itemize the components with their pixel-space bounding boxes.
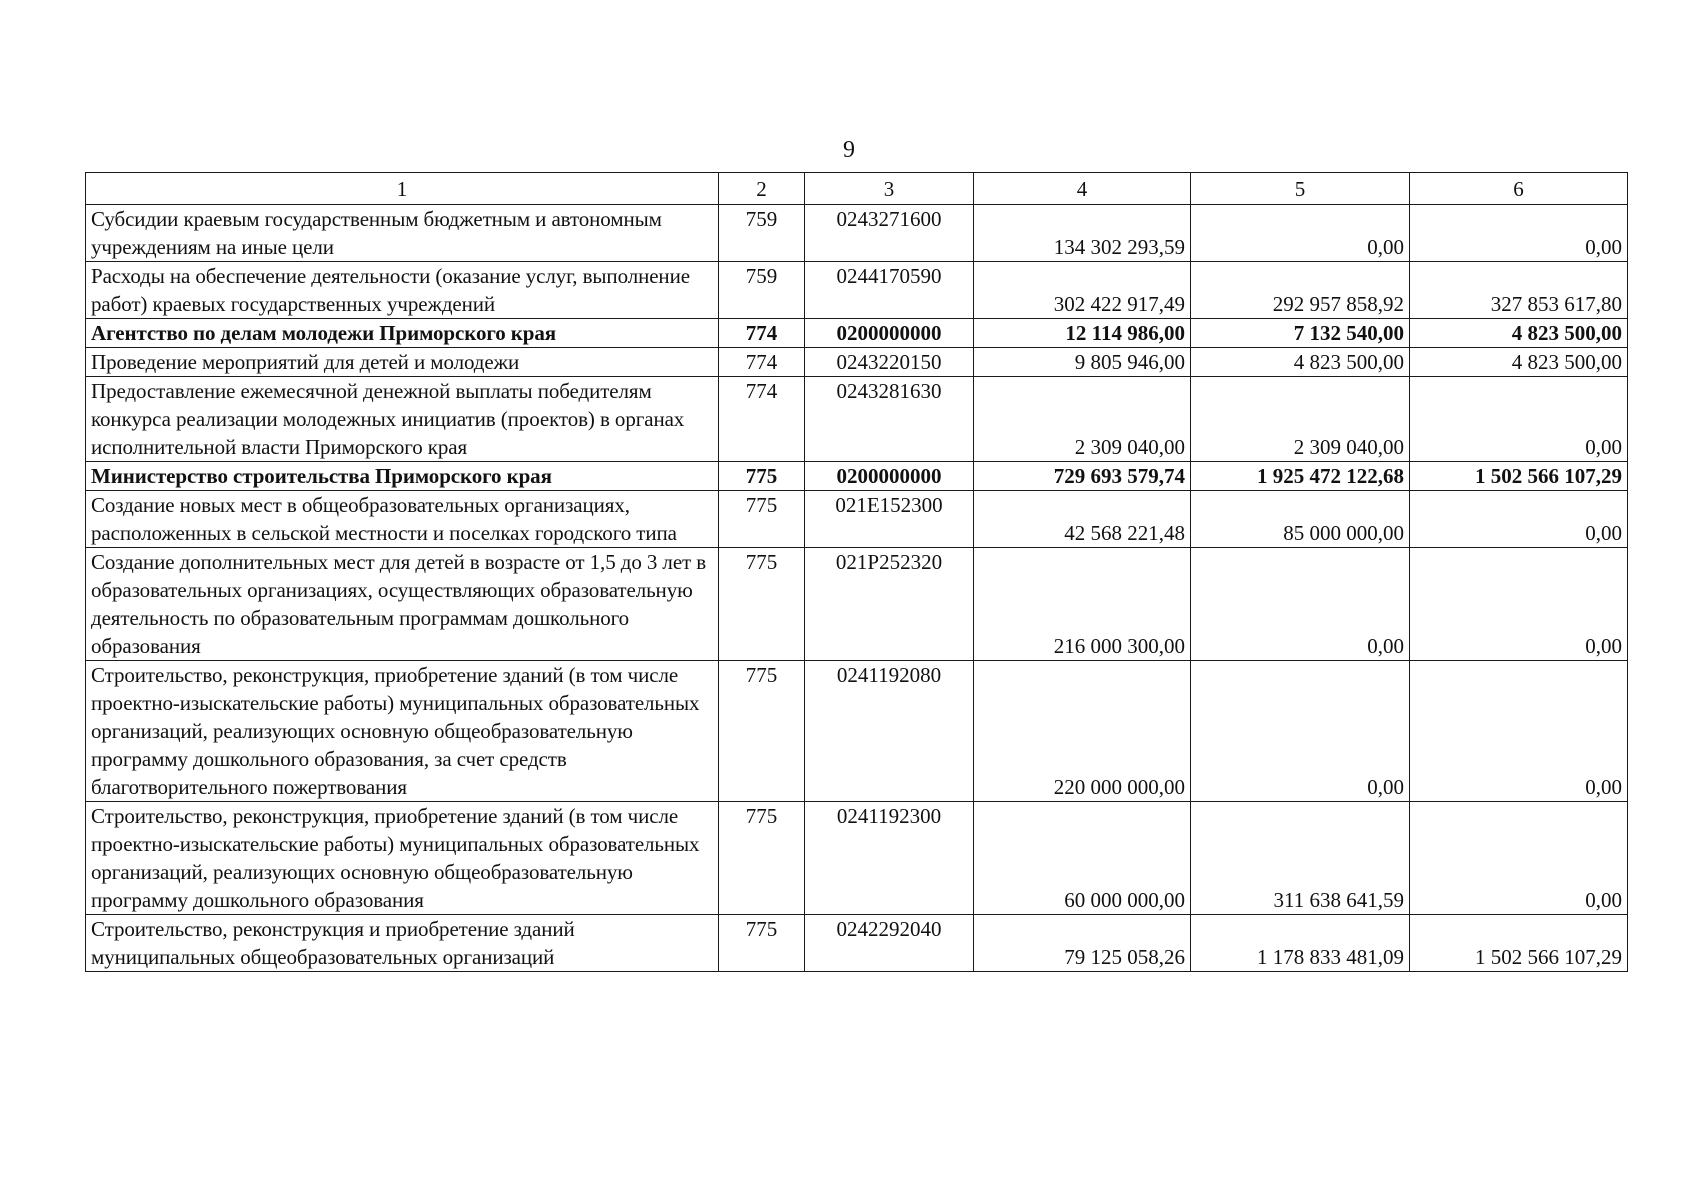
row-name-cell: Строительство, реконструкция, приобретение зданий (в том числе проектно-изыскательские работы) муниципальных образовательных организаций, реализующих основную общеобразовательную программу дошкольного образования, за счет средств благотворительного пожертвования bbox=[86, 661, 719, 802]
table-row bbox=[86, 462, 1628, 491]
ministry-code-cell: 759 bbox=[719, 205, 805, 262]
target-article-cell: 021E152300 bbox=[805, 491, 974, 548]
target-article-cell: 0243271600 bbox=[805, 205, 974, 262]
amount-col6-cell: 0,00 bbox=[1410, 802, 1628, 915]
amount-col5-cell: 0,00 bbox=[1191, 661, 1410, 802]
table-row bbox=[86, 205, 1628, 262]
target-article-cell: 021P252320 bbox=[805, 548, 974, 661]
ministry-code-cell: 775 bbox=[719, 548, 805, 661]
row-name-cell: Строительство, реконструкция, приобретение зданий (в том числе проектно-изыскательские работы) муниципальных образовательных организаций, реализующих основную общеобразовательную программу дошкольного образования bbox=[86, 802, 719, 915]
table-row bbox=[86, 661, 1628, 802]
amount-col5-cell: 0,00 bbox=[1191, 205, 1410, 262]
table-row bbox=[86, 377, 1628, 462]
table-row bbox=[86, 319, 1628, 348]
column-header-3: 3 bbox=[805, 173, 974, 205]
amount-col4-cell: 216 000 300,00 bbox=[974, 548, 1191, 661]
ministry-code-cell: 775 bbox=[719, 661, 805, 802]
amount-col4-cell: 60 000 000,00 bbox=[974, 802, 1191, 915]
budget-table bbox=[85, 172, 1628, 972]
amount-col6-cell: 327 853 617,80 bbox=[1410, 262, 1628, 319]
amount-col5-cell: 0,00 bbox=[1191, 548, 1410, 661]
row-name-cell: Субсидии краевым государственным бюджетным и автономным учреждениям на иные цели bbox=[86, 205, 719, 262]
row-name-cell: Расходы на обеспечение деятельности (оказание услуг, выполнение работ) краевых государственных учреждений bbox=[86, 262, 719, 319]
row-name-cell: Проведение мероприятий для детей и молодежи bbox=[86, 348, 719, 377]
ministry-code-cell: 775 bbox=[719, 462, 805, 491]
ministry-code-cell: 775 bbox=[719, 802, 805, 915]
target-article-cell: 0241192300 bbox=[805, 802, 974, 915]
amount-col4-cell: 2 309 040,00 bbox=[974, 377, 1191, 462]
amount-col4-cell: 9 805 946,00 bbox=[974, 348, 1191, 377]
row-name-cell: Создание дополнительных мест для детей в возрасте от 1,5 до 3 лет в образовательных организациях, осуществляющих образовательную деятельность по образовательным программам дошкольного образования bbox=[86, 548, 719, 661]
amount-col5-cell: 85 000 000,00 bbox=[1191, 491, 1410, 548]
amount-col6-cell: 0,00 bbox=[1410, 548, 1628, 661]
amount-col4-cell: 729 693 579,74 bbox=[974, 462, 1191, 491]
ministry-code-cell: 774 bbox=[719, 377, 805, 462]
column-header-2: 2 bbox=[719, 173, 805, 205]
row-name-cell: Создание новых мест в общеобразовательных организациях, расположенных в сельской местности и поселках городского типа bbox=[86, 491, 719, 548]
amount-col6-cell: 4 823 500,00 bbox=[1410, 348, 1628, 377]
table-row bbox=[86, 548, 1628, 661]
table-row bbox=[86, 491, 1628, 548]
table-row bbox=[86, 802, 1628, 915]
amount-col6-cell: 0,00 bbox=[1410, 661, 1628, 802]
amount-col6-cell: 0,00 bbox=[1410, 491, 1628, 548]
ministry-code-cell: 775 bbox=[719, 491, 805, 548]
amount-col5-cell: 1 925 472 122,68 bbox=[1191, 462, 1410, 491]
target-article-cell: 0243281630 bbox=[805, 377, 974, 462]
table-row bbox=[86, 262, 1628, 319]
amount-col6-cell: 0,00 bbox=[1410, 377, 1628, 462]
amount-col6-cell: 1 502 566 107,29 bbox=[1410, 462, 1628, 491]
amount-col5-cell: 2 309 040,00 bbox=[1191, 377, 1410, 462]
column-header-1: 1 bbox=[86, 173, 719, 205]
ministry-code-cell: 775 bbox=[719, 915, 805, 972]
row-name-cell: Предоставление ежемесячной денежной выплаты победителям конкурса реализации молодежных инициатив (проектов) в органах исполнительной власти Приморского края bbox=[86, 377, 719, 462]
target-article-cell: 0244170590 bbox=[805, 262, 974, 319]
ministry-code-cell: 759 bbox=[719, 262, 805, 319]
ministry-code-cell: 774 bbox=[719, 348, 805, 377]
column-header-5: 5 bbox=[1191, 173, 1410, 205]
amount-col4-cell: 220 000 000,00 bbox=[974, 661, 1191, 802]
amount-col4-cell: 302 422 917,49 bbox=[974, 262, 1191, 319]
amount-col4-cell: 42 568 221,48 bbox=[974, 491, 1191, 548]
target-article-cell: 0243220150 bbox=[805, 348, 974, 377]
row-name-cell: Строительство, реконструкция и приобретение зданий муниципальных общеобразовательных организаций bbox=[86, 915, 719, 972]
table-row bbox=[86, 348, 1628, 377]
column-header-6: 6 bbox=[1410, 173, 1628, 205]
amount-col4-cell: 79 125 058,26 bbox=[974, 915, 1191, 972]
table-row bbox=[86, 915, 1628, 972]
amount-col5-cell: 1 178 833 481,09 bbox=[1191, 915, 1410, 972]
amount-col4-cell: 134 302 293,59 bbox=[974, 205, 1191, 262]
row-name-cell: Агентство по делам молодежи Приморского края bbox=[86, 319, 719, 348]
target-article-cell: 0241192080 bbox=[805, 661, 974, 802]
page-number: 9 bbox=[843, 137, 855, 163]
amount-col5-cell: 4 823 500,00 bbox=[1191, 348, 1410, 377]
amount-col5-cell: 7 132 540,00 bbox=[1191, 319, 1410, 348]
amount-col6-cell: 4 823 500,00 bbox=[1410, 319, 1628, 348]
target-article-cell: 0200000000 bbox=[805, 319, 974, 348]
target-article-cell: 0242292040 bbox=[805, 915, 974, 972]
amount-col4-cell: 12 114 986,00 bbox=[974, 319, 1191, 348]
table-header-row bbox=[86, 173, 1628, 205]
target-article-cell: 0200000000 bbox=[805, 462, 974, 491]
row-name-cell: Министерство строительства Приморского края bbox=[86, 462, 719, 491]
amount-col5-cell: 292 957 858,92 bbox=[1191, 262, 1410, 319]
amount-col6-cell: 1 502 566 107,29 bbox=[1410, 915, 1628, 972]
column-header-4: 4 bbox=[974, 173, 1191, 205]
amount-col6-cell: 0,00 bbox=[1410, 205, 1628, 262]
ministry-code-cell: 774 bbox=[719, 319, 805, 348]
amount-col5-cell: 311 638 641,59 bbox=[1191, 802, 1410, 915]
